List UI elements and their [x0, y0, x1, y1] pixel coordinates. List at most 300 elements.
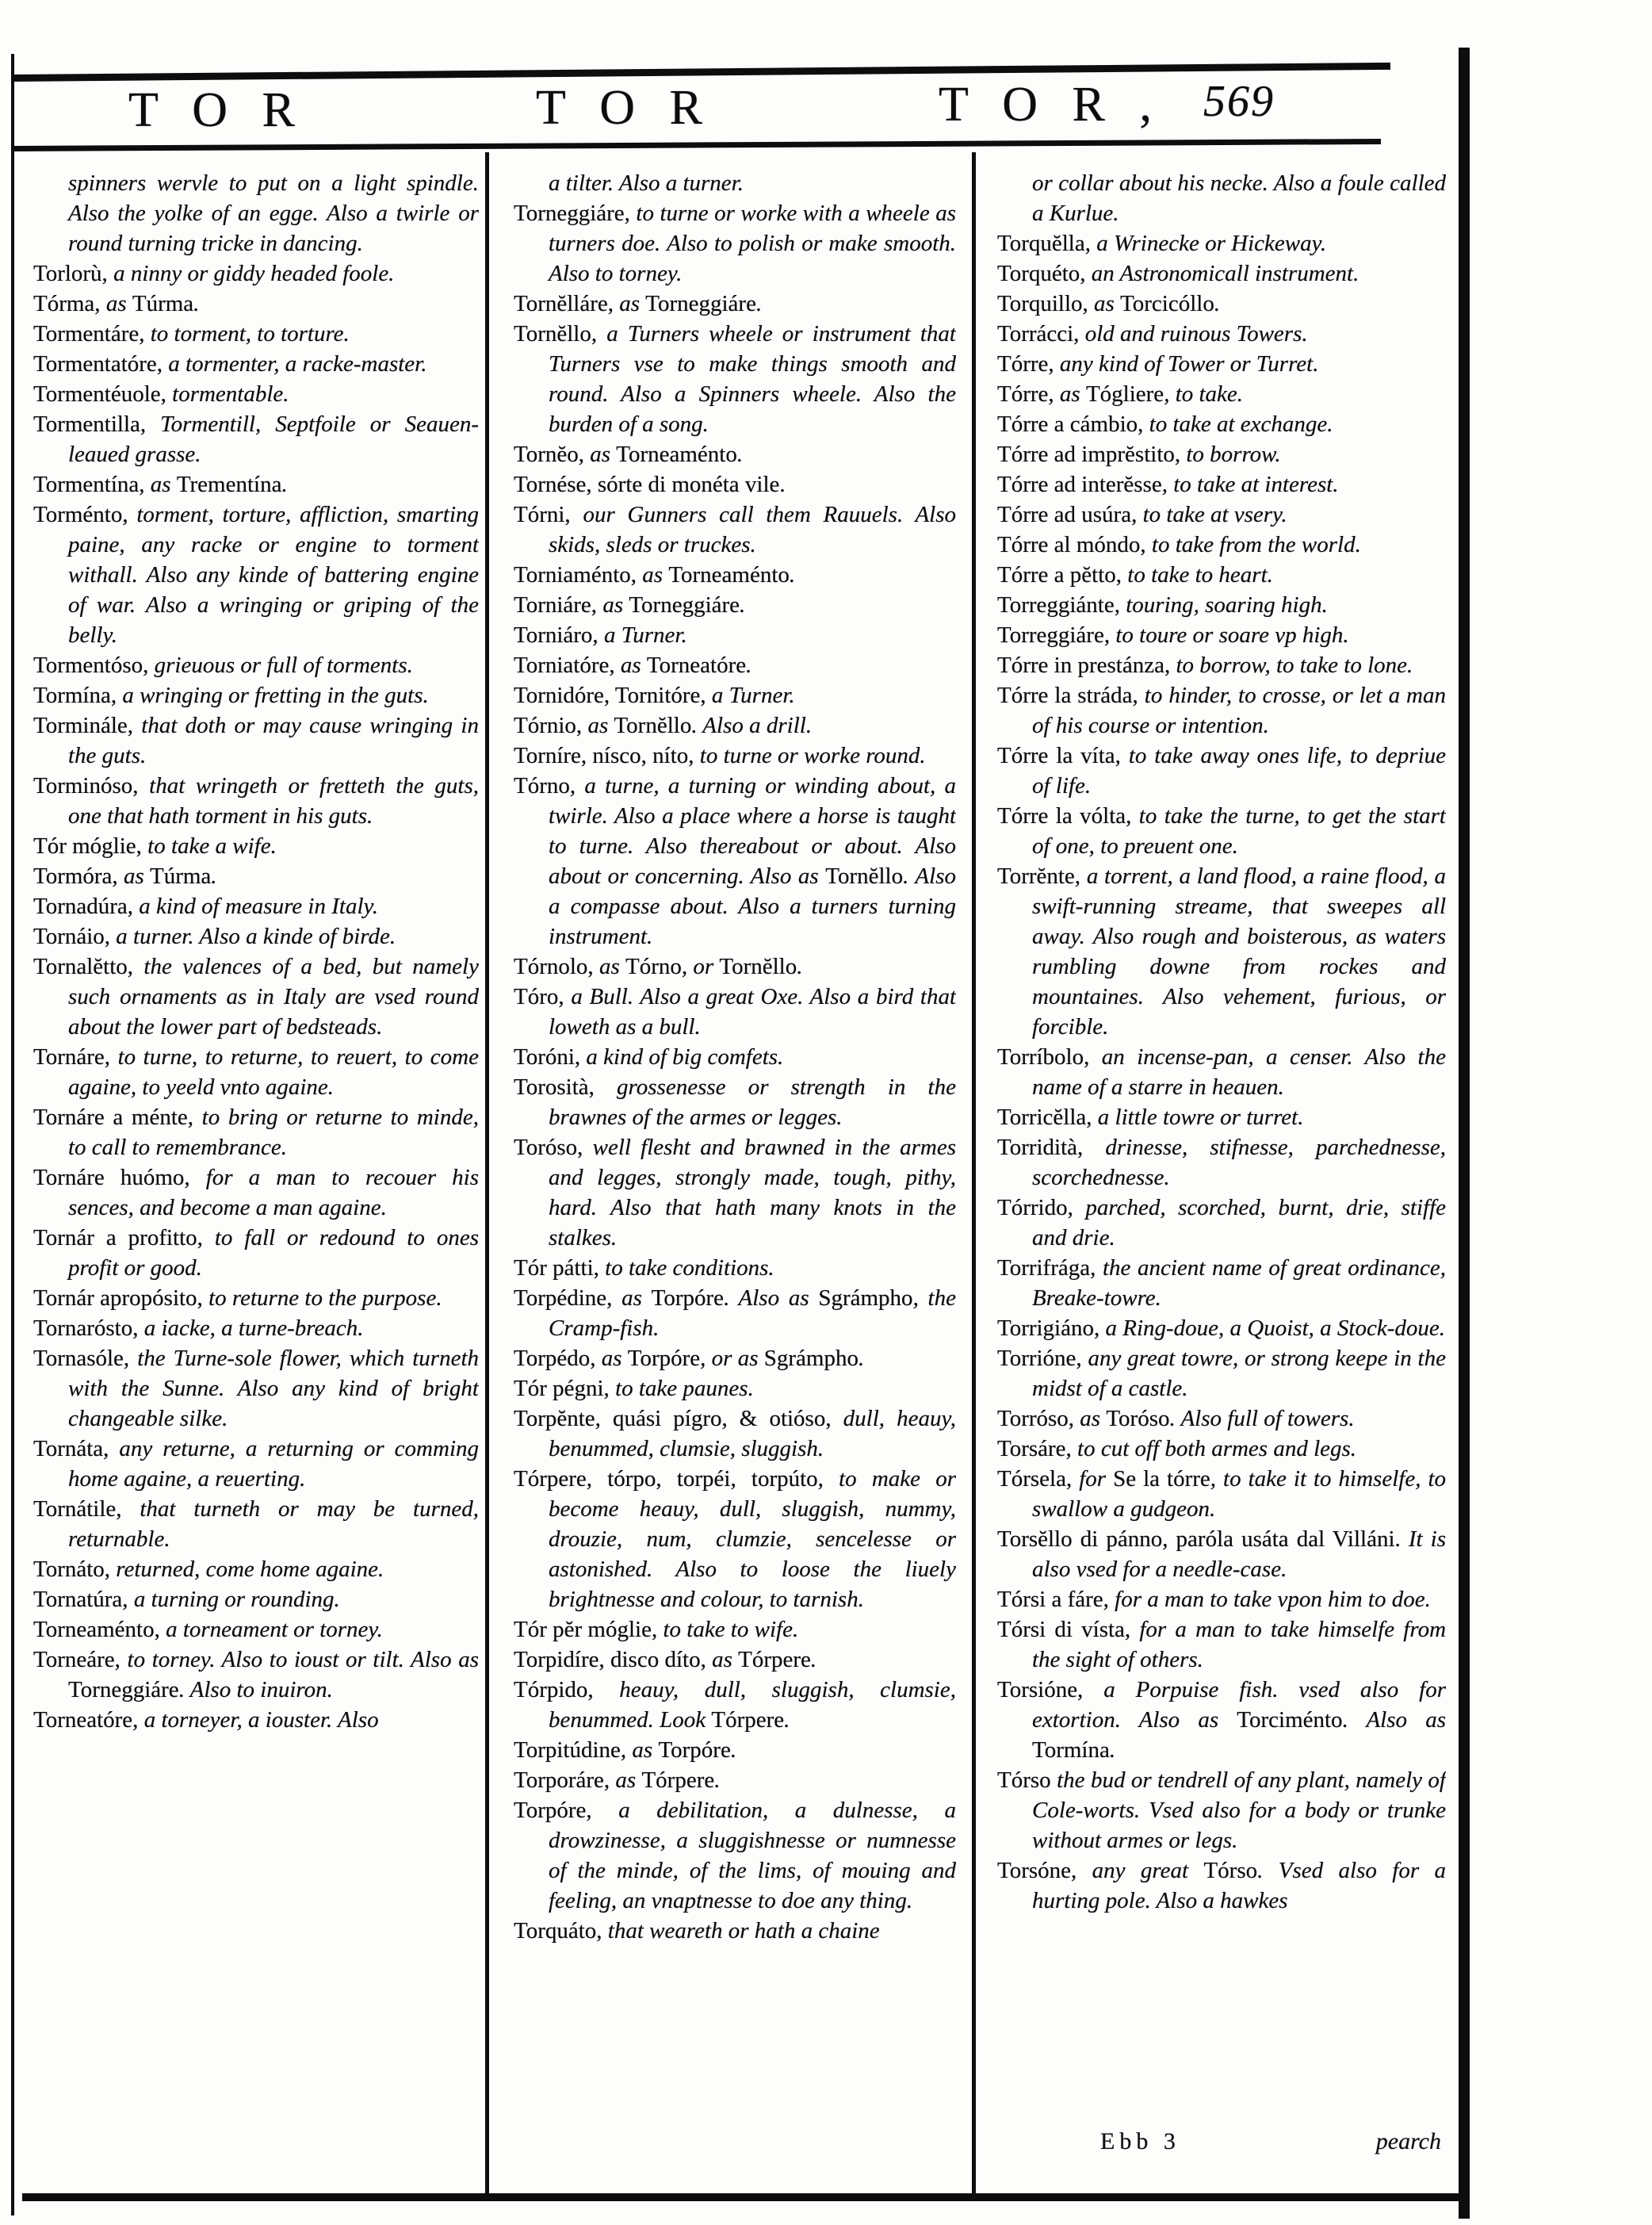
headword: Torniatóre,: [514, 653, 621, 678]
dictionary-entry: [33, 1162, 479, 1223]
gloss-text: that doth or may cause wringing in the guts.: [68, 713, 479, 768]
gloss-text: as: [587, 713, 614, 738]
gloss-text: to take from the world.: [1151, 532, 1361, 557]
gloss-text: .: [858, 1346, 865, 1371]
headword: Torneáre,: [33, 1647, 128, 1672]
gloss-text: a iacke, a turne-breach.: [143, 1315, 364, 1341]
dictionary-entry: [997, 439, 1446, 469]
gloss-text: to cut off both armes and legs.: [1077, 1436, 1357, 1461]
headword: Tornarósto,: [33, 1315, 144, 1341]
gloss-text: as: [150, 472, 177, 497]
gloss-text: .: [193, 291, 200, 316]
gloss-text: Tormentill, Septfoile or Seauen-leaued grasse.: [68, 412, 479, 467]
headword: Tórre la stráda,: [997, 683, 1145, 708]
dictionary-entry: [997, 1042, 1446, 1102]
gloss-text: a turner. Also a kinde of birde.: [116, 924, 396, 949]
dictionary-entry: [514, 1675, 956, 1735]
cross-reference: Tórno: [625, 954, 682, 979]
headword: Tornáre huómo,: [33, 1165, 206, 1190]
headword: Torquillo,: [997, 291, 1095, 316]
dictionary-entry: [997, 590, 1446, 620]
gloss-text: .: [1109, 1737, 1116, 1763]
gloss-text: as: [620, 653, 647, 678]
headword: Torsáre,: [997, 1436, 1078, 1461]
definition: [172, 381, 289, 407]
headword: Torridità,: [997, 1135, 1106, 1160]
headword: Tormentóso,: [33, 653, 155, 678]
dictionary-entry: [997, 258, 1446, 289]
headword: Tórre al móndo,: [997, 532, 1152, 557]
dictionary-entry: [33, 831, 479, 861]
gloss-text: . Also as: [1342, 1707, 1446, 1733]
gloss-text: as: [1094, 291, 1121, 316]
cross-reference: Torcicóllo: [1120, 291, 1214, 316]
gloss-text: a tilter. Also a turner.: [549, 170, 744, 196]
headword: Tórpere, tórpo, torpéi, torpúto,: [514, 1466, 839, 1492]
gloss-text: to take a wife.: [147, 833, 277, 859]
definition: [1032, 1767, 1446, 1853]
gloss-text: to bring or returne to minde, to call to remembrance.: [68, 1105, 479, 1160]
gloss-text: to turne or worke round.: [699, 743, 926, 768]
definition: [1080, 1406, 1354, 1431]
headword: Torosità,: [514, 1074, 618, 1100]
headword: Torniáre,: [514, 592, 603, 618]
cross-reference: Torneaménto: [616, 442, 737, 467]
headword: Tórre,: [997, 351, 1060, 377]
headword: Tórnolo,: [514, 954, 599, 979]
definition: [598, 472, 786, 497]
cross-reference: Torciménto: [1237, 1707, 1343, 1733]
definition: [712, 1647, 816, 1672]
dictionary-entry: [997, 1193, 1446, 1253]
dictionary-entry: [514, 1916, 956, 1946]
dictionary-entry: [33, 680, 479, 710]
headword: Torlorù,: [33, 261, 114, 286]
right-border-rule: [1459, 48, 1470, 2219]
headword: Torsióne,: [997, 1677, 1104, 1702]
gloss-text: as: [601, 1346, 628, 1371]
headword: Tórnio,: [514, 713, 588, 738]
dictionary-entry: [514, 1404, 956, 1464]
definition: [602, 592, 745, 618]
gloss-text: to take paunes.: [615, 1376, 754, 1401]
gloss-text: to take conditions.: [605, 1255, 774, 1281]
gloss-text: a Turners wheele or instrument that Turners vse to make things smooth and round. Also a Spinners wheele. Also the burden of a song.: [549, 321, 956, 437]
gloss-text: a debilitation, a dulnesse, a drowzinesse, a sluggishnesse or numnesse of the minde, of the lims, of mouing and feeling, an vnaptnesse to doe any thing.: [549, 1798, 956, 1913]
headword: Tormína,: [33, 683, 123, 708]
column-rule-2: [972, 152, 976, 2193]
definition: [151, 472, 288, 497]
definition: [124, 864, 217, 889]
definition: [151, 321, 350, 347]
gloss-text: to take at vsery.: [1142, 502, 1287, 527]
dictionary-entry: [997, 1253, 1446, 1313]
gloss-text: that weareth or hath a chaine: [607, 1918, 880, 1944]
dictionary-entry: [514, 1765, 956, 1795]
gloss-text: to toure or soare vp high.: [1115, 622, 1349, 648]
headword: Torquĕlla,: [997, 231, 1097, 256]
gloss-text: to torney. Also to ioust or tilt. Also as: [127, 1647, 479, 1672]
headword: Tór móglie,: [33, 833, 148, 859]
headword: Tormentilla,: [33, 412, 161, 437]
definition: [1077, 1436, 1356, 1461]
dictionary-entry: [997, 650, 1446, 680]
gloss-text: . Also to inuiron.: [178, 1677, 333, 1702]
dictionary-entry: [33, 1042, 479, 1102]
definition: [1176, 653, 1413, 678]
gloss-text: a little towre or turret.: [1097, 1105, 1304, 1130]
gloss-text: a turne, a turning or winding about, a twirle. Also a place where a horse is taught to turne. Also thereabout or about. Also about or concerning. Also as: [549, 773, 956, 889]
headword: Tórre la víta,: [997, 743, 1129, 768]
definition: [619, 291, 762, 316]
dictionary-entry: [997, 409, 1446, 439]
gloss-text: a Turner.: [711, 683, 795, 708]
cross-reference: Túrma: [132, 291, 194, 316]
gloss-text: as: [712, 1647, 739, 1672]
headword: Torróso,: [997, 1406, 1080, 1431]
gloss-text: .: [797, 954, 803, 979]
gloss-text: as: [123, 864, 150, 889]
column-3: [997, 168, 1446, 2189]
headword: Torrĕnte,: [997, 864, 1087, 889]
gloss-text: old and ruinous Towers.: [1084, 321, 1308, 347]
definition: [1115, 622, 1348, 648]
header-rule-bottom: [13, 139, 1381, 151]
dictionary-entry: [33, 1102, 479, 1162]
headword: Torniáro,: [514, 622, 604, 648]
dictionary-entry: [514, 1343, 956, 1373]
gloss-text: a torneament or torney.: [166, 1617, 383, 1642]
gloss-text: .: [810, 1647, 817, 1672]
gloss-text: for a man to take vpon him to doe.: [1115, 1587, 1431, 1612]
gloss-text: as: [642, 562, 669, 588]
running-title-2: T O R: [536, 81, 713, 135]
cross-reference: Torpóre: [627, 1346, 701, 1371]
definition: [605, 1255, 774, 1281]
gloss-text: .: [281, 472, 288, 497]
gloss-text: . Vsed also for a hurting pole. Also a hawkes: [1032, 1858, 1446, 1913]
cross-reference: Toróso: [1106, 1406, 1170, 1431]
headword: Tornár apropósito,: [33, 1285, 209, 1311]
gloss-text: grossenesse or strength in the brawnes of the armes or legges.: [549, 1074, 956, 1130]
gloss-text: to take the turne, to get the start of one, to preuent one.: [1032, 803, 1446, 859]
dictionary-entry: [514, 198, 956, 289]
dictionary-entry: [514, 680, 956, 710]
page-number: 569: [1203, 77, 1275, 126]
dictionary-entry: [997, 1132, 1446, 1193]
gloss-text: .: [784, 1707, 790, 1733]
cross-reference: Tórpere: [738, 1647, 811, 1672]
headword: Torménto,: [33, 502, 137, 527]
cross-reference: Torneggiáre: [68, 1677, 179, 1702]
gloss-text: spinners wervle to put on a light spindle. Also the yolke of an egge. Also a twirle or round turning tricke in dancing.: [68, 170, 479, 256]
gloss-text: to take away ones life, to depriue of life.: [1032, 743, 1446, 798]
dictionary-entry: [514, 771, 956, 952]
dictionary-entry: [514, 289, 956, 319]
gloss-text: .: [714, 1767, 721, 1793]
cross-reference: Torpóre: [651, 1285, 725, 1311]
header-rule-top: [13, 63, 1390, 82]
dictionary-entry: [514, 469, 956, 500]
headword: Tornátile,: [33, 1496, 140, 1522]
definition: [208, 1285, 442, 1311]
headword: Torpédo,: [514, 1346, 602, 1371]
headword: Torpidíre, disco díto,: [514, 1647, 713, 1672]
running-title-3: T O R ,: [939, 78, 1163, 132]
headword: Tornatúra,: [33, 1587, 134, 1612]
dictionary-entry: [33, 1705, 479, 1735]
gloss-text: the ancient name of great ordinance, Breake-towre.: [1032, 1255, 1446, 1311]
gloss-text: dull, heauy, benummed, clumsie, sluggish.: [549, 1406, 956, 1461]
dictionary-entry: [997, 289, 1446, 319]
gloss-text: to fall or redound to ones profit or good.: [68, 1225, 479, 1281]
gloss-text: .: [1214, 291, 1221, 316]
definition: [608, 1918, 880, 1944]
dictionary-entry: [997, 1464, 1446, 1524]
gloss-text: the Turne-sole flower, which turneth with the Sunne. Also any kind of bright changeable silke.: [68, 1346, 479, 1431]
dictionary-entry: [997, 680, 1446, 741]
gloss-text: a kind of big comfets.: [586, 1044, 784, 1070]
definition: [586, 1044, 783, 1070]
dictionary-entry: [33, 952, 479, 1042]
cross-reference: Tormína: [1032, 1737, 1110, 1763]
definition: [68, 1044, 479, 1100]
gloss-text: a Wrinecke or Hickeway.: [1096, 231, 1327, 256]
dictionary-entry: [997, 379, 1446, 409]
gloss-text: .: [755, 291, 763, 316]
definition: [1096, 231, 1326, 256]
definition: [587, 713, 812, 738]
gloss-text: a tormenter, a racke-master.: [168, 351, 427, 377]
definition: [1060, 351, 1319, 377]
definition: [1032, 1195, 1446, 1250]
gloss-text: . Also a compasse about. Also a turners turning instrument.: [549, 864, 956, 949]
headword: Torpĕnte,: [514, 1406, 613, 1431]
left-border-rule: [11, 54, 14, 2215]
headword: Tormentáre,: [33, 321, 151, 347]
dictionary-entry: [514, 500, 956, 560]
definition: [68, 1436, 479, 1492]
definition: [712, 683, 795, 708]
headword: Tornáto,: [33, 1557, 117, 1582]
gloss-text: any great towre, or strong keepe in the midst of a castle.: [1032, 1346, 1446, 1401]
dictionary-entry: [33, 349, 479, 379]
gloss-text: that turneth or may be turned, returnable.: [68, 1496, 479, 1552]
cross-reference: Tórpere: [711, 1707, 785, 1733]
gloss-text: any kind of Tower or Turret.: [1059, 351, 1319, 377]
headword: Tórrido,: [997, 1195, 1086, 1220]
definition: [139, 894, 378, 919]
definition: [663, 1617, 798, 1642]
headword: Torneggiáre,: [514, 201, 637, 226]
definition: [1152, 532, 1361, 557]
headword: Tornadúra,: [33, 894, 140, 919]
headword: Tórre a cámbio,: [997, 412, 1149, 437]
headword: Tórni,: [514, 502, 583, 527]
dictionary-entry: [514, 1283, 956, 1343]
headword: Tórsela,: [997, 1466, 1080, 1492]
gloss-text: , or as: [700, 1346, 764, 1371]
definition: [122, 683, 428, 708]
gloss-text: our Gunners call them Rauuels. Also skids, sleds or truckes.: [549, 502, 956, 557]
gloss-text: a turning or rounding.: [133, 1587, 340, 1612]
dictionary-entry: [514, 1795, 956, 1916]
dictionary-entry: [33, 921, 479, 952]
gloss-text: . Also full of towers.: [1169, 1406, 1355, 1431]
gloss-text: grieuous or full of torments.: [154, 653, 413, 678]
gloss-text: as: [1059, 381, 1086, 407]
headword: Tornĕo,: [514, 442, 591, 467]
cross-reference: paróla usáta dal Villáni.: [1176, 1526, 1401, 1552]
dictionary-entry: [514, 590, 956, 620]
dictionary-entry: [514, 439, 956, 469]
cross-reference: Tornĕllo: [719, 954, 797, 979]
headword: Torquáto,: [514, 1918, 608, 1944]
gloss-text: as: [105, 291, 132, 316]
dictionary-entry: [514, 1645, 956, 1675]
dictionary-entry: [33, 319, 479, 349]
definition: [642, 562, 795, 588]
dictionary-entry: [997, 1404, 1446, 1434]
definition: [1149, 412, 1333, 437]
dictionary-entry: [514, 741, 956, 771]
definition: [549, 773, 956, 949]
definition: [1098, 1105, 1304, 1130]
signature-mark: Ebb 3: [1100, 2128, 1180, 2154]
gloss-text: to take to heart.: [1127, 562, 1273, 588]
definition: [134, 1587, 340, 1612]
gloss-text: to borrow, to take to lone.: [1176, 653, 1413, 678]
headword: Tórre a pĕtto,: [997, 562, 1128, 588]
headword: Tór pátti,: [514, 1255, 606, 1281]
headword: Tornár a profitto,: [33, 1225, 215, 1250]
dictionary-entry: [514, 1464, 956, 1614]
definition: [632, 1737, 736, 1763]
gloss-text: for: [1079, 1466, 1114, 1492]
definition: [116, 1557, 384, 1582]
definition: [113, 261, 394, 286]
gloss-text: well flesht and brawned in the armes and legges, strongly made, tough, pithy, hard. Also that hath many knots in the stalkes.: [549, 1135, 956, 1250]
dictionary-entry: [33, 1343, 479, 1434]
cross-reference: quási pígro, & otióso,: [612, 1406, 832, 1431]
definition: [1092, 261, 1359, 286]
headword: Tormentatóre,: [33, 351, 169, 377]
cross-reference: Torneaménto: [668, 562, 790, 588]
dictionary-entry: [33, 1494, 479, 1554]
headword: Tórpido,: [514, 1677, 620, 1702]
headword: Tórre in prestánza,: [997, 653, 1176, 678]
definition: [106, 291, 200, 316]
headword: Torporáre,: [514, 1767, 616, 1793]
headword: Torpédine,: [514, 1285, 622, 1311]
definition: [168, 351, 426, 377]
dictionary-entry: [33, 409, 479, 469]
gloss-text: a Ring-doue, a Quoist, a Stock-doue.: [1105, 1315, 1445, 1341]
headword: Torníre, nísco, níto,: [514, 743, 700, 768]
dictionary-entry: [997, 228, 1446, 258]
dictionary-entry: [514, 1132, 956, 1253]
headword: Tormentéuole,: [33, 381, 173, 407]
gloss-text: heauy, dull, sluggish, clumsie, benummed. Look: [549, 1677, 956, 1733]
cross-reference: sórte di monéta vile.: [597, 472, 786, 497]
gloss-text: to returne to the purpose.: [208, 1285, 442, 1311]
dictionary-entry: [514, 710, 956, 741]
cross-reference: Torneggiáre: [629, 592, 740, 618]
dictionary-entry: [514, 560, 956, 590]
definition: [1094, 291, 1220, 316]
definition: [116, 924, 396, 949]
cross-reference: Tórso: [1203, 1858, 1258, 1883]
definition: [1085, 321, 1308, 347]
dictionary-entry: [33, 1313, 479, 1343]
headword: Tórsi di vísta,: [997, 1617, 1140, 1642]
headword: Tornáio,: [33, 924, 117, 949]
headword: Tórma,: [33, 291, 106, 316]
definition: [1143, 502, 1287, 527]
gloss-text: for a man to take himselfe from the sight of others.: [1032, 1617, 1446, 1672]
dictionary-entry: [997, 1524, 1446, 1584]
headword: Tór pégni,: [514, 1376, 616, 1401]
gloss-text: returned, come home againe.: [116, 1557, 384, 1582]
headword: Tornasóle,: [33, 1346, 138, 1371]
definition: [1173, 472, 1338, 497]
headword: Torreggiánte,: [997, 592, 1126, 618]
dictionary-entry: [33, 1554, 479, 1584]
cross-reference: Torneatóre: [646, 653, 747, 678]
gloss-text: that wringeth or fretteth the guts, one that hath torment in his guts.: [68, 773, 479, 829]
headword: Tórsi a fáre,: [997, 1587, 1115, 1612]
cross-reference: Tórpere: [641, 1767, 715, 1793]
gloss-text: as: [621, 1285, 652, 1311]
headword: Tornáre a ménte,: [33, 1105, 202, 1130]
gloss-text: .: [736, 442, 744, 467]
gloss-text: any great: [1092, 1858, 1204, 1883]
gloss-text: drinesse, stifnesse, parchednesse, scorchednesse.: [1032, 1135, 1446, 1190]
headword: Tornése,: [514, 472, 598, 497]
cross-reference: Tógliere: [1085, 381, 1164, 407]
cross-reference: Se la tórre: [1113, 1466, 1210, 1492]
gloss-text: a torneyer, a iouster. Also: [143, 1707, 379, 1733]
headword: Torneaménto,: [33, 1617, 166, 1642]
headword: Tornĕllo,: [514, 321, 607, 347]
headword: Torríbolo,: [997, 1044, 1102, 1070]
headword: Torrigiáno,: [997, 1315, 1106, 1341]
definition: [1032, 1466, 1446, 1522]
headword: Tórre ad imprĕstito,: [997, 442, 1187, 467]
gloss-text: to turne, to returne, to reuert, to come againe, to yeeld vnto againe.: [68, 1044, 479, 1100]
column-1: [33, 168, 479, 2189]
gloss-text: torment, torture, affliction, smarting paine, any racke or engine to torment withall. Also any kinde of battering engine of war. Also a wringing or griping of the belly.: [68, 502, 479, 648]
definition: [147, 833, 277, 859]
dictionary-entry: [33, 861, 479, 891]
dictionary-entry: [33, 710, 479, 771]
dictionary-entry: [997, 1313, 1446, 1343]
dictionary-entry: [514, 620, 956, 650]
dictionary-entry: [33, 650, 479, 680]
definition: [549, 321, 956, 437]
dictionary-entry: [997, 1102, 1446, 1132]
gloss-text: , to take it to himselfe, to swallow a gudgeon.: [1032, 1466, 1446, 1522]
headword: Torsóne,: [997, 1858, 1092, 1883]
headword: Torpitúdine,: [514, 1737, 633, 1763]
definition: [1032, 1858, 1446, 1913]
cross-reference: Torpóre: [658, 1737, 731, 1763]
headword: Tormóra,: [33, 864, 124, 889]
definition: [155, 653, 413, 678]
gloss-text: to make or become heauy, dull, sluggish, nummy, drouzie, num, clumzie, sencelesse or astonished. Also to loose the liuely brightnesse and colour, to tarnish.: [549, 1466, 956, 1612]
headword: Tornĕlláre,: [514, 291, 620, 316]
gloss-text: parched, scorched, burnt, drie, stiffe and drie.: [1032, 1195, 1446, 1250]
